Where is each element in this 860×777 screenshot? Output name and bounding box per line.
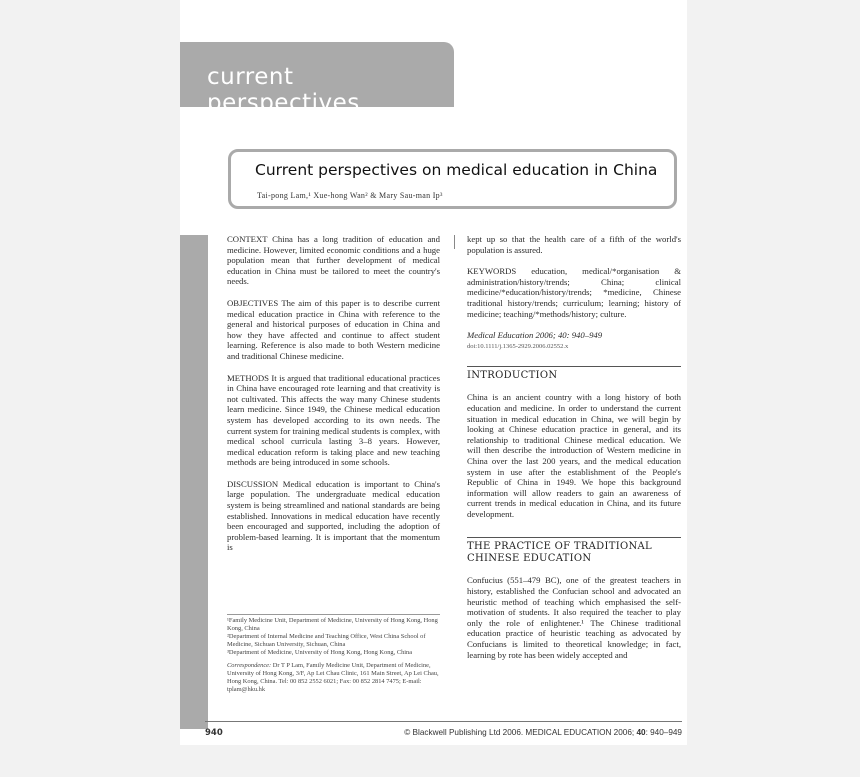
affiliation: ²Department of Internal Medicine and Teaching Office, West China School of Medicine, Sichuan University, Sichuan, China	[227, 633, 426, 648]
journal-citation: Medical Education 2006; 40: 940–949	[467, 330, 603, 341]
doi: doi:10.1111/j.1365-2929.2006.02552.x	[467, 342, 569, 350]
abstract-text: The aim of this paper is to describe current medical education practice in China with reference to the general and historical purposes of education in China and how they have affected and continue to affect student learning. Reference is also made to both Western medicine and traditional Chinese medicine.	[227, 297, 440, 361]
footer-rule	[205, 721, 682, 722]
affiliation: ³Department of Medicine, University of Hong Kong, Hong Kong, China	[227, 649, 413, 656]
left-column	[227, 234, 440, 564]
abstract-continued: kept up so that the health care of a fifth of the world's population is assured.	[467, 234, 681, 255]
abstract-heading: CONTEXT	[227, 234, 268, 244]
abstract-column-rule	[454, 235, 455, 249]
footnotes	[227, 614, 440, 694]
right-column	[467, 234, 681, 671]
practice-heading: THE PRACTICE OF TRADITIONAL CHINESE EDUCATION	[467, 537, 681, 565]
footer-credit	[404, 728, 682, 737]
section-banner	[180, 42, 454, 116]
correspondence-text: Dr T P Lam, Family Medicine Unit, Department of Medicine, University of Hong Kong, 3/F, Ap Lei Chau Clinic, 161 Main Street, Ap Lei Chau, Hong Kong, China. Tel: 00 852 2552 6021; Fax: 00 852 2814 7475; E-mail: tplam@hku.hk	[227, 662, 439, 693]
abstract-text: Medical education is important to China's large population. The undergraduate medical education system is being streamlined and national standards are being established. Innovations in medical education have recently been encouraged and supported, including the adoption of problem-based learning. It is important that the momentum is	[227, 478, 440, 553]
keywords-text: education, medical/*organisation & administration/history/trends; China; clinical medicine/*education/history/trends; *medicine, Chinese traditional history/trends; curriculum; learning; history of medicine; teaching/*methods/history; culture.	[467, 266, 681, 319]
keywords	[467, 266, 681, 319]
title-box	[228, 149, 677, 209]
abstract-heading: DISCUSSION	[227, 478, 279, 489]
page-margin-right	[687, 0, 860, 777]
abstract-heading: OBJECTIVES	[227, 297, 279, 308]
practice-text: Confucius (551–479 BC), one of the greatest teachers in history, established the Confucian school and advocated an heuristic method of teaching which emphasised the self-motivation of students. It also required the teacher to play only the role of enlightener.¹ The Chinese traditional education practice of heuristic teaching as advocated by Confucians is limited to theoretical knowledge; in fact, learning by rote has been widely accepted and	[467, 575, 681, 660]
page-margin-bottom	[180, 745, 687, 777]
correspondence	[227, 662, 440, 694]
abstract-heading: METHODS	[227, 372, 269, 383]
abstract-context	[227, 234, 440, 287]
credit-pages: : 940–949	[645, 728, 682, 737]
abstract-discussion	[227, 479, 440, 553]
page-number: 940	[205, 728, 223, 738]
introduction-heading: INTRODUCTION	[467, 366, 681, 382]
credit-prefix: © Blackwell Publishing Ltd 2006. MEDICAL EDUCATION 2006;	[404, 728, 637, 737]
abstract-objectives	[227, 298, 440, 362]
article-title: Current perspectives on medical education in China	[255, 161, 658, 179]
abstract-text: China has a long tradition of education and medicine. However, limited economic conditions and a huge population mean that further development of medical education in China must be tailored to meet the country's needs.	[227, 234, 440, 287]
section-label: current perspectives	[207, 64, 360, 116]
page-margin-left	[0, 0, 180, 777]
abstract-text: It is argued that traditional educational practices in China have encouraged rote learning and that creativity is not cultivated. This affects the way many Chinese students learn medicine. Since 1949, the Chinese medical education system has developed according to its own needs. The current system for training medical students is complex, with medical school curricula lasting 3–8 years. However, medical education reform is taking place and new teaching methods are being introduced in some schools.	[227, 372, 440, 468]
abstract-methods	[227, 373, 440, 468]
credit-volume: 40	[636, 728, 646, 737]
article-authors: Tai-pong Lam,¹ Xue-hong Wan² & Mary Sau-man Ip³	[257, 191, 443, 200]
affiliation: ¹Family Medicine Unit, Department of Medicine, University of Hong Kong, Hong Kong, China	[227, 617, 438, 632]
abstract-side-bar	[180, 235, 208, 729]
correspondence-label: Correspondence:	[227, 662, 272, 669]
introduction-text: China is an ancient country with a long history of both education and medicine. In order to understand the current situation in medical education in China, we will begin by looking at Chinese education practice in general, and its relationship to traditional Chinese medical education. We will then describe the introduction of Western medicine in China over the last 200 years, and the medical education system in use after the establishment of the People's Republic of China in 1949. We hope this background information will allow readers to gain an awareness of current trends in medical education in China, and its future development.	[467, 392, 681, 519]
keywords-heading: KEYWORDS	[467, 266, 517, 277]
